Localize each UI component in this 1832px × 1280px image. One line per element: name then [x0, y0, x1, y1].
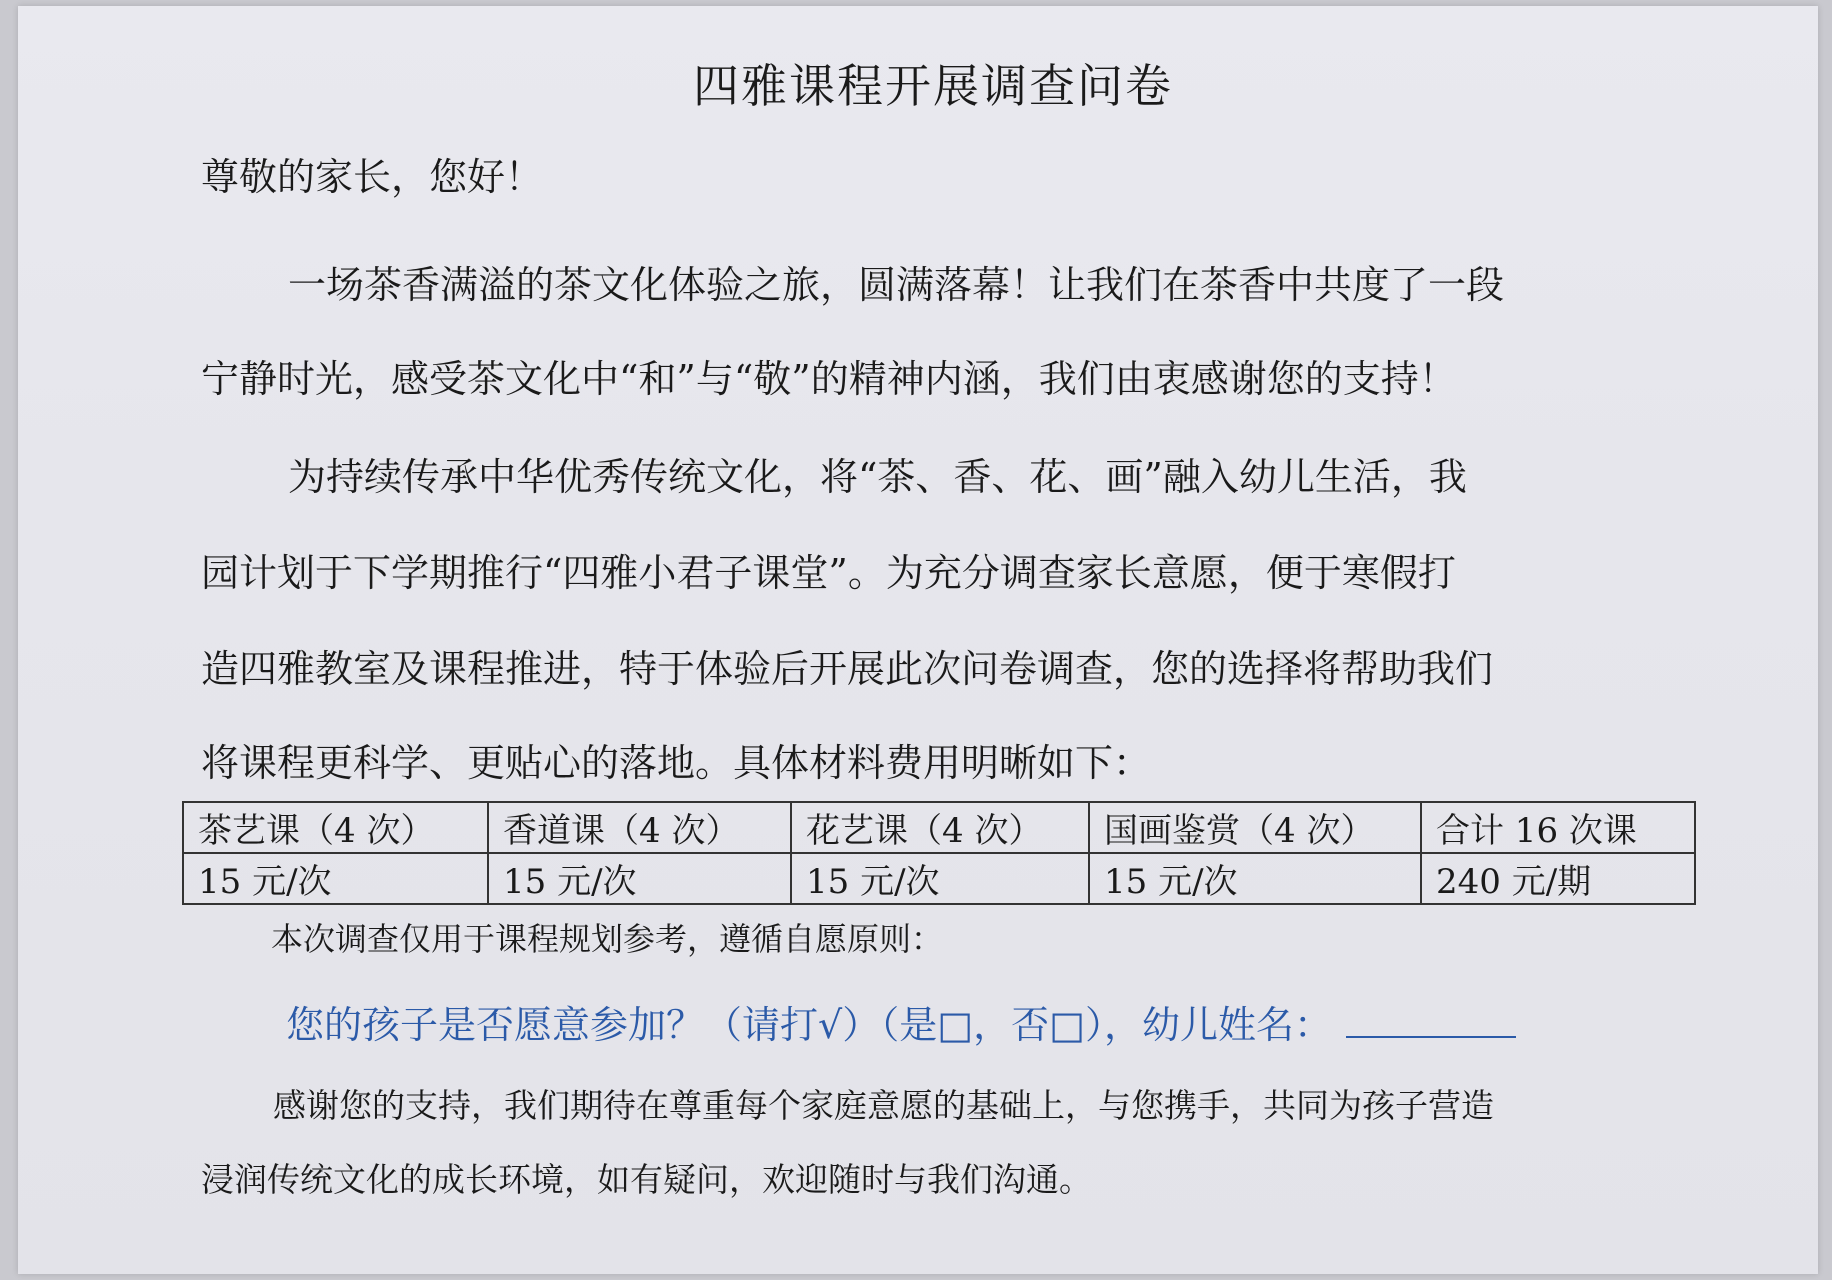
- fee-header-total: 合计 16 次课: [1421, 802, 1695, 853]
- fee-value-total: 240 元/期: [1421, 853, 1695, 904]
- greeting: 尊敬的家长，您好！: [201, 155, 544, 199]
- paragraph1-line1: 一场茶香满溢的茶文化体验之旅，圆满落幕！让我们在茶香中共度了一段: [288, 263, 1505, 307]
- paragraph2-line2: 园计划于下学期推行“四雅小君子课堂”。为充分调查家长意愿，便于寒假打: [201, 551, 1456, 595]
- survey-note: 本次调查仅用于课程规划参考，遵循自愿原则：: [271, 920, 944, 958]
- fee-value-tea: 15 元/次: [183, 853, 488, 904]
- fee-table-value-row: [183, 853, 1695, 904]
- paragraph1-line2: 宁静时光，感受茶文化中“和”与“敬”的精神内涵，我们由衷感谢您的支持！: [201, 357, 1457, 401]
- fee-value-incense: 15 元/次: [488, 853, 791, 904]
- fee-value-flower: 15 元/次: [791, 853, 1089, 904]
- paragraph2-line1: 为持续传承中华优秀传统文化，将“茶、香、花、画”融入幼儿生活，我: [288, 455, 1467, 499]
- fee-header-painting: 国画鉴赏（4 次）: [1089, 802, 1421, 853]
- page-title: 四雅课程开展调查问卷: [693, 59, 1173, 113]
- child-name-blank[interactable]: [1346, 1002, 1516, 1038]
- question-text: 您的孩子是否愿意参加？（请打√）（是□，否□），幼儿姓名：: [286, 1003, 1333, 1047]
- fee-header-tea: 茶艺课（4 次）: [183, 802, 488, 853]
- questionnaire-sheet: [18, 6, 1818, 1274]
- fee-header-incense: 香道课（4 次）: [488, 802, 791, 853]
- fee-value-painting: 15 元/次: [1089, 853, 1421, 904]
- participation-question: [286, 994, 1516, 1049]
- paragraph2-line4: 将课程更科学、更贴心的落地。具体材料费用明晰如下：: [201, 741, 1152, 785]
- paragraph2-line3: 造四雅教室及课程推进，特于体验后开展此次问卷调查，您的选择将帮助我们: [201, 647, 1494, 691]
- fee-table-header-row: [183, 802, 1695, 853]
- thanks-line2: 浸润传统文化的成长环境，如有疑问，欢迎随时与我们沟通。: [201, 1160, 1092, 1199]
- fee-header-flower: 花艺课（4 次）: [791, 802, 1089, 853]
- thanks-line1: 感谢您的支持，我们期待在尊重每个家庭意愿的基础上，与您携手，共同为孩子营造: [273, 1086, 1494, 1125]
- fee-table: [182, 801, 1696, 905]
